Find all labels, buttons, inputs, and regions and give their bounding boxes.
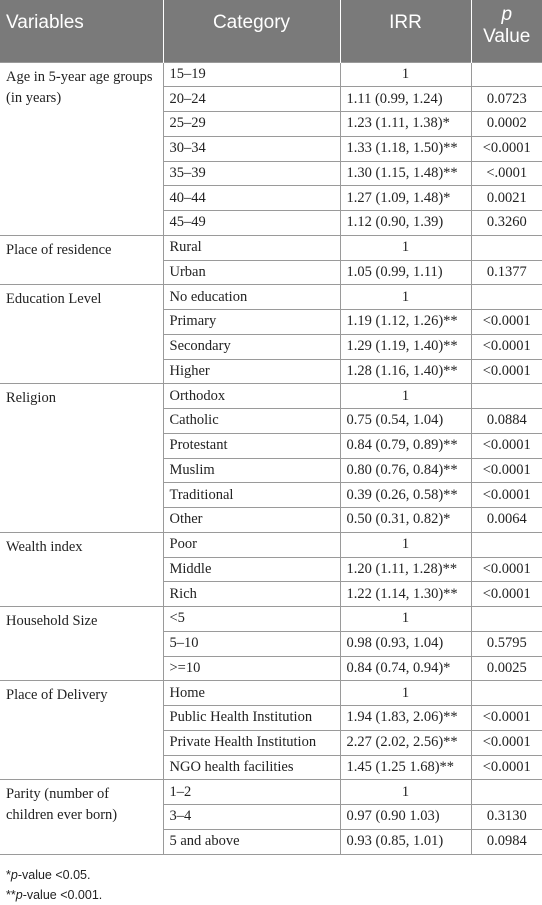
p-value-cell: <0.0001 (471, 359, 542, 384)
irr-cell: 1 (340, 62, 471, 87)
table-row (0, 235, 542, 260)
footnote (6, 885, 542, 905)
category-cell: Higher (163, 359, 340, 384)
table-body (0, 62, 542, 854)
irr-cell: 2.27 (2.02, 2.56)** (340, 730, 471, 755)
irr-cell: 1.30 (1.15, 1.48)** (340, 161, 471, 186)
category-cell: 3–4 (163, 805, 340, 830)
irr-cell: 1.23 (1.11, 1.38)* (340, 112, 471, 137)
footnote-prefix: * (6, 867, 11, 882)
table-row (0, 607, 542, 632)
irr-cell: 1 (340, 235, 471, 260)
footnote-italic: p (15, 887, 23, 902)
irr-cell: 1.05 (0.99, 1.11) (340, 260, 471, 285)
irr-cell: 1.27 (1.09, 1.48)* (340, 186, 471, 211)
category-cell: NGO health facilities (163, 755, 340, 780)
irr-cell: 1 (340, 384, 471, 409)
footnote (6, 865, 542, 885)
category-cell: Protestant (163, 433, 340, 458)
p-value-cell: <0.0001 (471, 483, 542, 508)
category-cell: Muslim (163, 458, 340, 483)
p-value-cell: <0.0001 (471, 706, 542, 731)
irr-cell: 0.84 (0.74, 0.94)* (340, 656, 471, 681)
irr-cell: 0.84 (0.79, 0.89)** (340, 433, 471, 458)
irr-cell: 0.93 (0.85, 1.01) (340, 829, 471, 854)
p-value-cell: 0.3130 (471, 805, 542, 830)
category-cell: 5–10 (163, 631, 340, 656)
category-cell: 30–34 (163, 136, 340, 161)
p-value-cell (471, 285, 542, 310)
p-value-cell: 0.0064 (471, 508, 542, 533)
category-cell: Traditional (163, 483, 340, 508)
p-value-cell: 0.0002 (471, 112, 542, 137)
category-cell: Other (163, 508, 340, 533)
category-cell: Middle (163, 557, 340, 582)
category-cell: Home (163, 681, 340, 706)
table-row (0, 532, 542, 557)
table-row (0, 62, 542, 87)
irr-cell: 1.94 (1.83, 2.06)** (340, 706, 471, 731)
irr-cell: 1.33 (1.18, 1.50)** (340, 136, 471, 161)
p-value-cell: 0.3260 (471, 211, 542, 236)
p-value-cell: <0.0001 (471, 334, 542, 359)
p-value-cell (471, 607, 542, 632)
category-cell: 5 and above (163, 829, 340, 854)
table-header (0, 0, 542, 62)
category-cell: 20–24 (163, 87, 340, 112)
p-value-cell: 0.0984 (471, 829, 542, 854)
p-value-cell (471, 62, 542, 87)
p-value-cell: 0.0025 (471, 656, 542, 681)
category-cell: Primary (163, 310, 340, 335)
irr-cell: 1.28 (1.16, 1.40)** (340, 359, 471, 384)
irr-cell: 0.50 (0.31, 0.82)* (340, 508, 471, 533)
p-value-cell (471, 384, 542, 409)
category-cell: Rural (163, 235, 340, 260)
p-value-cell: <0.0001 (471, 458, 542, 483)
p-value-cell: 0.0884 (471, 409, 542, 434)
p-value-cell (471, 235, 542, 260)
variable-cell: Education Level (0, 285, 163, 384)
variable-cell: Parity (number of children ever born) (0, 780, 163, 854)
header-p-rest: Value (483, 26, 531, 47)
irr-cell: 1.20 (1.11, 1.28)** (340, 557, 471, 582)
p-value-cell: <0.0001 (471, 557, 542, 582)
irr-cell: 1 (340, 532, 471, 557)
table-row (0, 384, 542, 409)
category-cell: Public Health Institution (163, 706, 340, 731)
irr-cell: 0.39 (0.26, 0.58)** (340, 483, 471, 508)
irr-cell: 0.80 (0.76, 0.84)** (340, 458, 471, 483)
footnote-italic: p (10, 867, 18, 882)
footnote-text: -value <0.001. (22, 887, 103, 902)
p-value-cell: <0.0001 (471, 730, 542, 755)
irr-cell: 1.12 (0.90, 1.39) (340, 211, 471, 236)
p-value-cell: 0.0723 (471, 87, 542, 112)
header-category: Category (163, 0, 340, 62)
irr-cell: 1 (340, 285, 471, 310)
variable-cell: Place of Delivery (0, 681, 163, 780)
footnote-text: -value <0.05. (17, 867, 91, 882)
header-irr: IRR (340, 0, 471, 62)
p-value-cell: <0.0001 (471, 582, 542, 607)
category-cell: 40–44 (163, 186, 340, 211)
category-cell: >=10 (163, 656, 340, 681)
table-row (0, 780, 542, 805)
p-value-cell: <0.0001 (471, 433, 542, 458)
p-value-cell: <0.0001 (471, 136, 542, 161)
table-row (0, 681, 542, 706)
p-value-cell: 0.0021 (471, 186, 542, 211)
irr-cell: 1.22 (1.14, 1.30)** (340, 582, 471, 607)
category-cell: 1–2 (163, 780, 340, 805)
category-cell: 45–49 (163, 211, 340, 236)
category-cell: No education (163, 285, 340, 310)
p-value-cell (471, 780, 542, 805)
category-cell: Rich (163, 582, 340, 607)
category-cell: <5 (163, 607, 340, 632)
category-cell: Secondary (163, 334, 340, 359)
irr-cell: 0.97 (0.90 1.03) (340, 805, 471, 830)
header-variables: Variables (0, 0, 163, 62)
variable-cell: Age in 5-year age groups (in years) (0, 62, 163, 235)
irr-cell: 1 (340, 780, 471, 805)
variable-cell: Household Size (0, 607, 163, 681)
irr-cell: 1.29 (1.19, 1.40)** (340, 334, 471, 359)
p-value-cell: <.0001 (471, 161, 542, 186)
category-cell: 25–29 (163, 112, 340, 137)
irr-cell: 1.19 (1.12, 1.26)** (340, 310, 471, 335)
header-p-value (471, 0, 542, 62)
irr-cell: 0.75 (0.54, 1.04) (340, 409, 471, 434)
footnotes (0, 855, 542, 905)
p-value-cell: 0.1377 (471, 260, 542, 285)
category-cell: 15–19 (163, 62, 340, 87)
category-cell: Private Health Institution (163, 730, 340, 755)
category-cell: Urban (163, 260, 340, 285)
p-value-cell: <0.0001 (471, 310, 542, 335)
p-value-cell: <0.0001 (471, 755, 542, 780)
category-cell: Catholic (163, 409, 340, 434)
p-value-cell (471, 681, 542, 706)
variable-cell: Place of residence (0, 235, 163, 285)
irr-cell: 1 (340, 681, 471, 706)
variable-cell: Wealth index (0, 532, 163, 606)
irr-cell: 1.11 (0.99, 1.24) (340, 87, 471, 112)
irr-cell: 1 (340, 607, 471, 632)
header-p-italic: p (501, 4, 513, 25)
p-value-cell: 0.5795 (471, 631, 542, 656)
p-value-cell (471, 532, 542, 557)
footnote-prefix: ** (6, 887, 16, 902)
table-row (0, 285, 542, 310)
category-cell: Orthodox (163, 384, 340, 409)
irr-cell: 1.45 (1.25 1.68)** (340, 755, 471, 780)
category-cell: 35–39 (163, 161, 340, 186)
irr-cell: 0.98 (0.93, 1.04) (340, 631, 471, 656)
variable-cell: Religion (0, 384, 163, 533)
category-cell: Poor (163, 532, 340, 557)
